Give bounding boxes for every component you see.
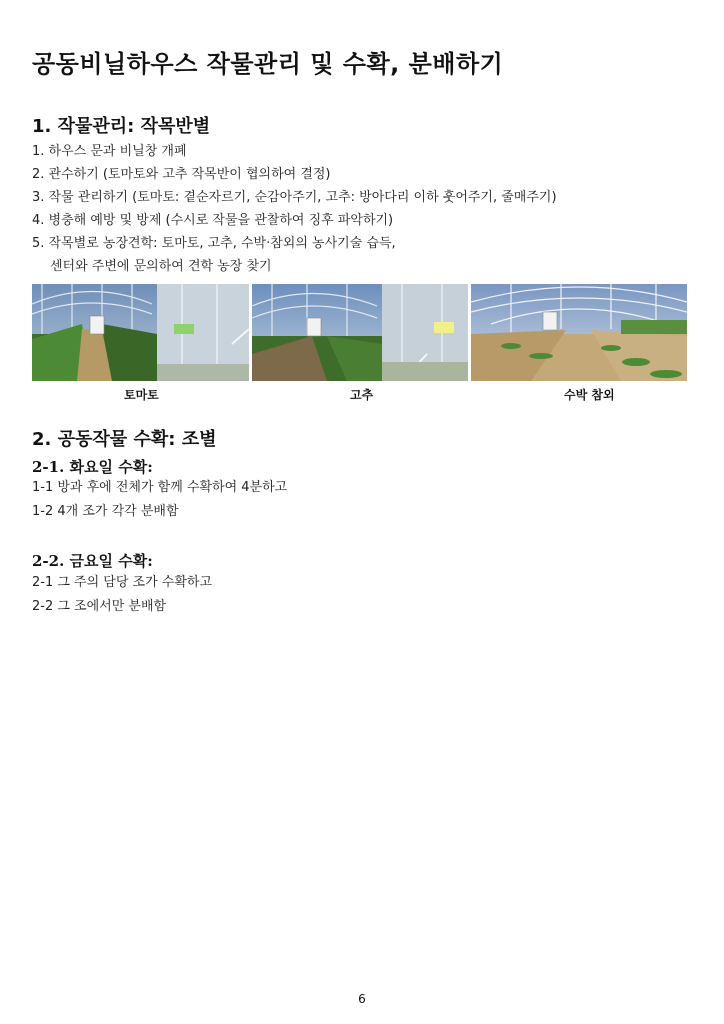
caption-watermelon-melon: 수박 참외 xyxy=(564,388,615,402)
subsection-2-1-item-2: 1-2 4개 조가 각각 분배함 xyxy=(32,504,179,519)
subsection-2-2-item-1: 2-1 그 주의 담당 조가 수확하고 xyxy=(32,575,213,590)
page-number: 6 xyxy=(358,992,366,1006)
page-title: 공동비닐하우스 작물관리 및 수확, 분배하기 xyxy=(32,50,504,78)
section1-item-4: 4. 병충해 예방 및 방제 (수시로 작물을 관찰하여 징후 파악하기) xyxy=(32,213,394,228)
photo-watermelon-melon xyxy=(471,284,687,381)
section1-item-5-continued: 센터와 주변에 문의하여 견학 농장 찾기 xyxy=(50,259,272,274)
subsection-2-1-item-1: 1-1 방과 후에 전체가 함께 수확하여 4분하고 xyxy=(32,480,288,495)
photo-tomato xyxy=(32,284,249,381)
greenhouse-photos xyxy=(32,284,687,381)
section1-heading: 1. 작물관리: 작목반별 xyxy=(32,116,211,137)
section1-item-3: 3. 작물 관리하기 (토마토: 곁순자르기, 순감아주기, 고추: 방아다리 이하 훗어주기, 줄매주기) xyxy=(32,190,557,205)
caption-tomato: 토마토 xyxy=(124,388,159,402)
section1-item-5: 5. 작목별로 농장견학: 토마토, 고추, 수박·참외의 농사기술 습득, xyxy=(32,236,396,251)
subsection-2-2-item-2: 2-2 그 조에서만 분배함 xyxy=(32,599,167,614)
subsection-2-1-heading: 2-1. 화요일 수확: xyxy=(32,458,153,476)
section2-heading: 2. 공동작물 수확: 조별 xyxy=(32,429,217,450)
section1-item-2: 2. 관수하기 (토마토와 고추 작목반이 협의하여 결정) xyxy=(32,167,331,182)
subsection-2-2-heading: 2-2. 금요일 수확: xyxy=(32,552,153,570)
section1-item-1: 1. 하우스 문과 비닐창 개폐 xyxy=(32,144,187,159)
photo-pepper xyxy=(252,284,468,381)
caption-pepper: 고추 xyxy=(350,388,374,402)
